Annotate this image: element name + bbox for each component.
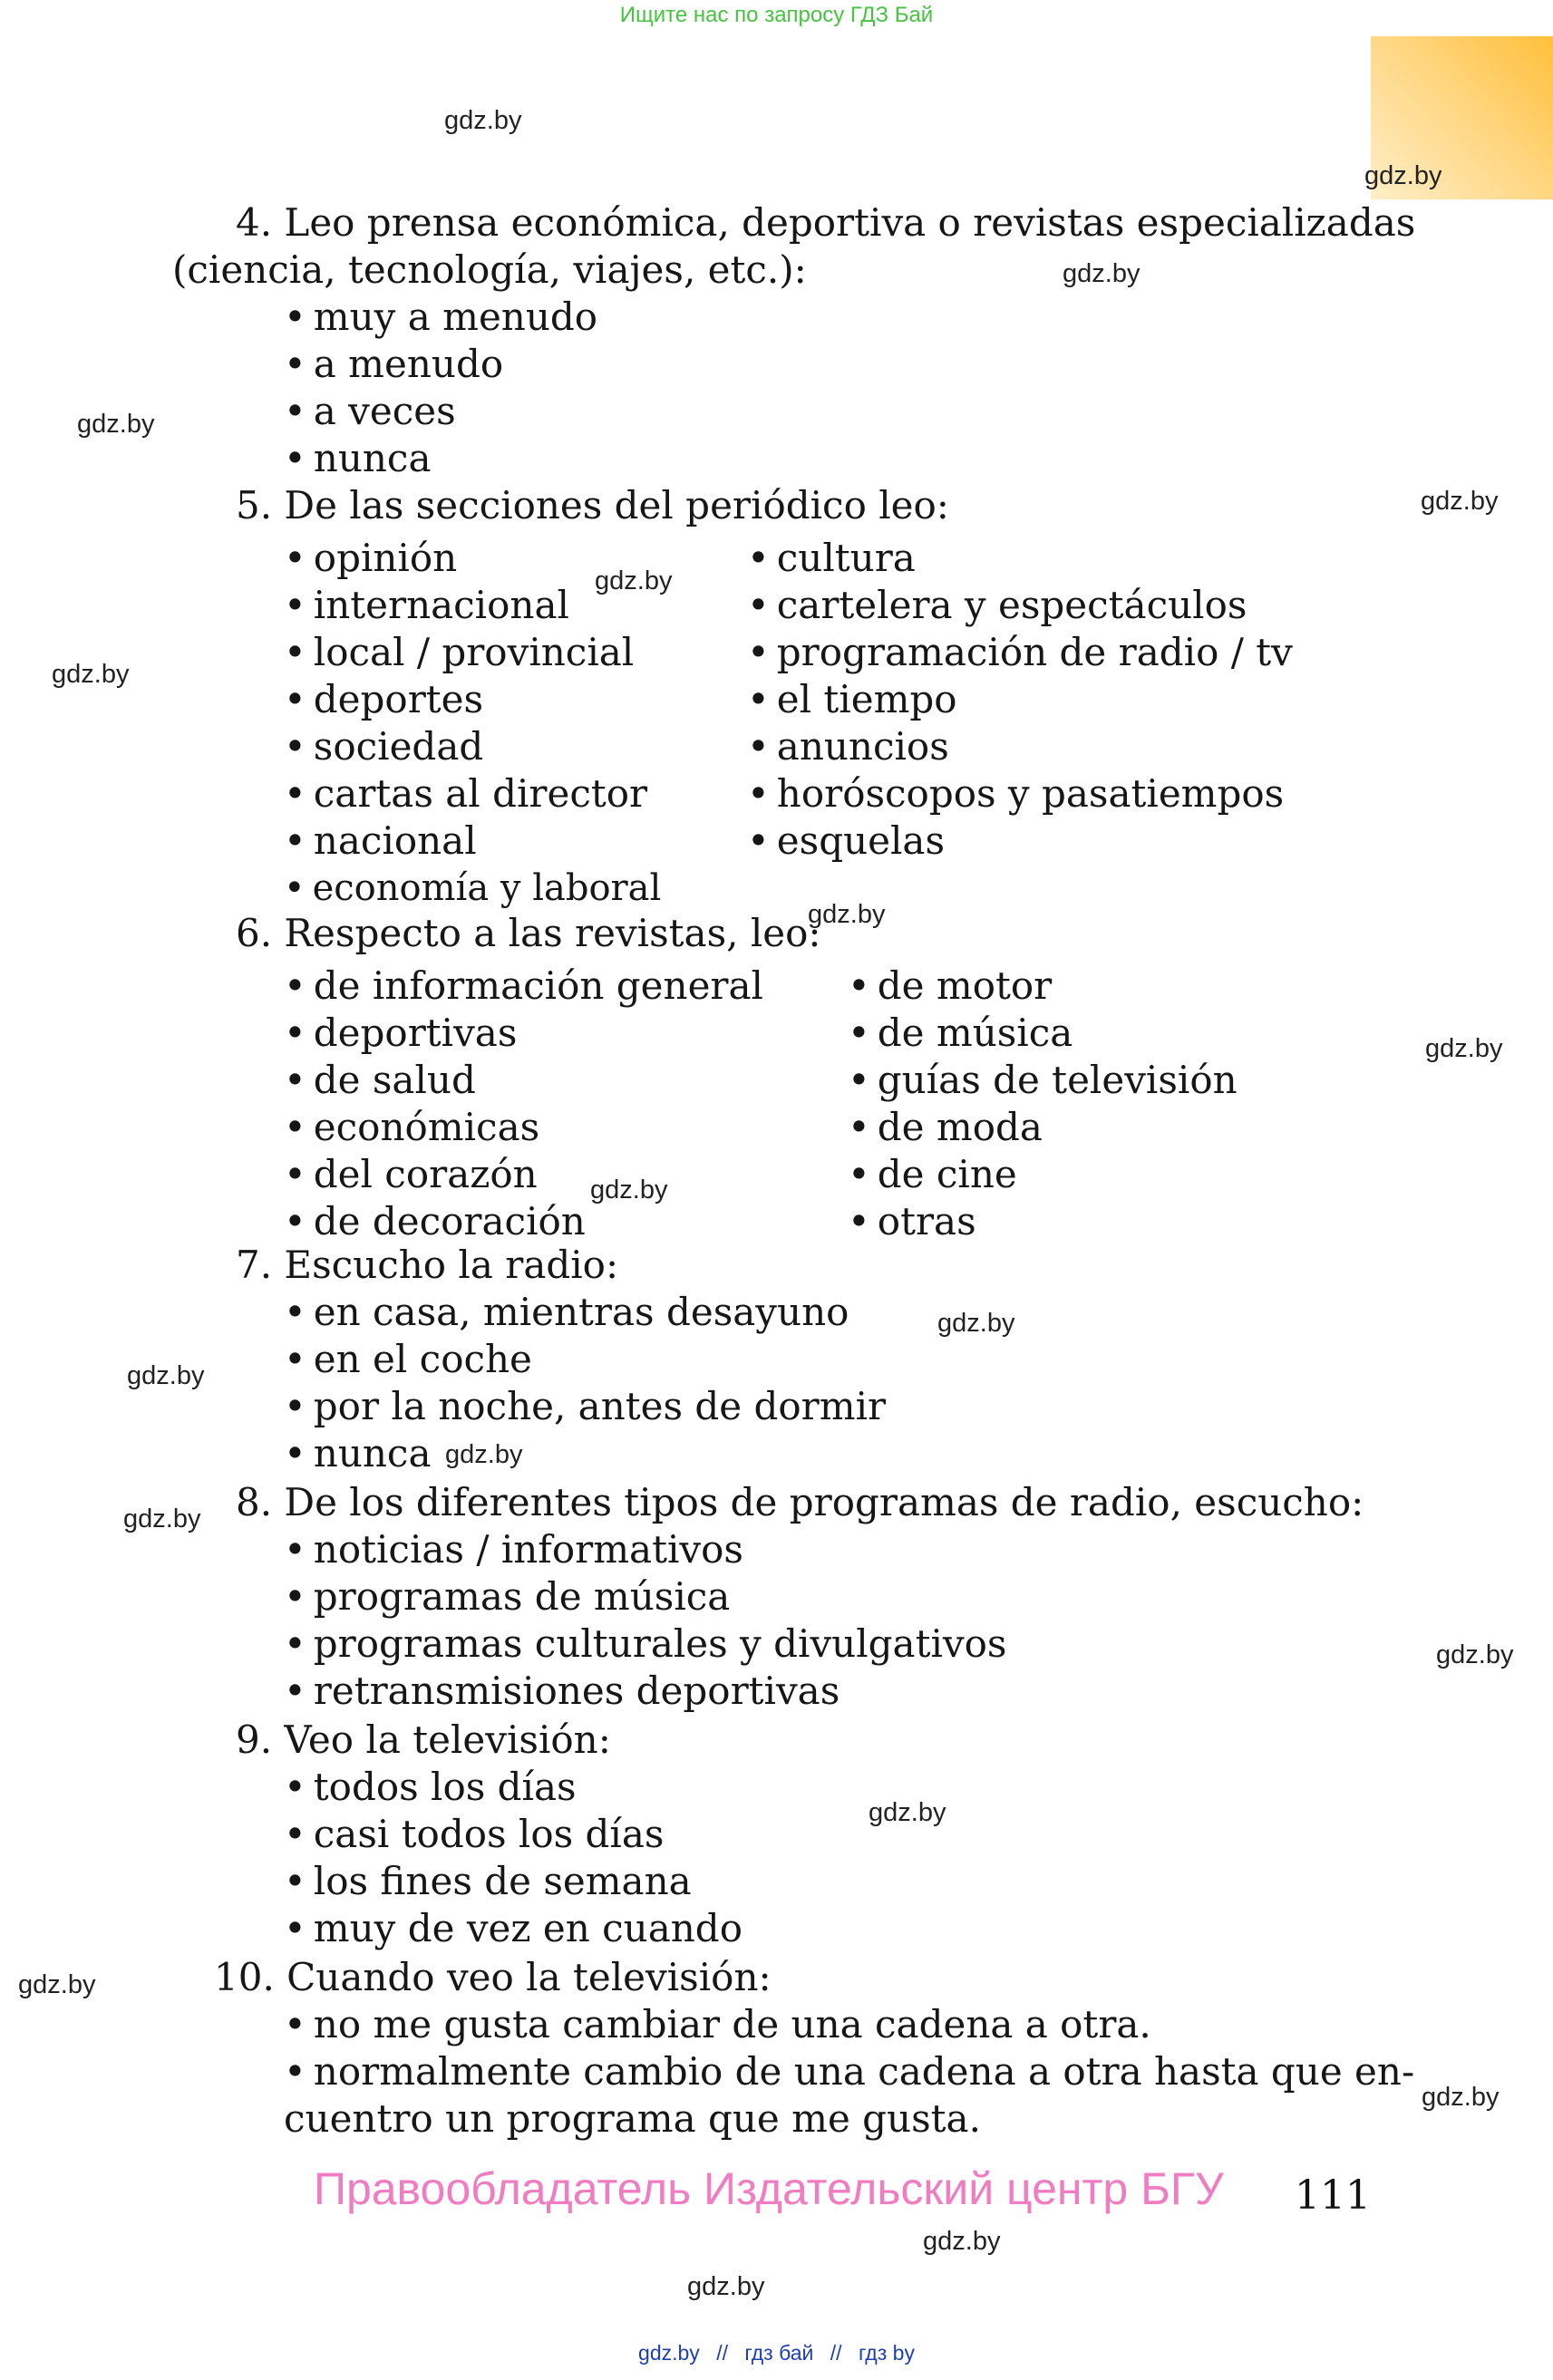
q7-title: 7. Escucho la radio: (236, 1243, 619, 1287)
watermark: gdz.by (444, 106, 522, 135)
q6-option: • de motor (848, 963, 1052, 1010)
q10-option: • normalmente cambio de una cadena a otra hasta que en- (284, 2048, 1414, 2095)
q6-title: 6. Respecto a las revistas, leo: (236, 911, 821, 955)
q4-option: • a menudo (284, 341, 503, 388)
q6-option: • del corazón (284, 1151, 538, 1198)
q8-option: • programas de música (284, 1573, 730, 1621)
q6-option: • otras (848, 1198, 976, 1245)
q9-option: • todos los días (284, 1764, 577, 1811)
link-gdz-by[interactable]: gdz.by (638, 2341, 700, 2365)
q10-option-continuation: cuentro un programa que me gusta. (284, 2096, 981, 2141)
q6-option: • económicas (284, 1104, 539, 1151)
q7-option: • nunca (284, 1430, 432, 1477)
copyright-notice: Правообладатель Издательский центр БГУ (314, 2163, 1224, 2214)
q5-option: • cartas al director (284, 770, 647, 818)
watermark: gdz.by (1425, 1034, 1503, 1063)
watermark: gdz.by (77, 410, 155, 439)
q5-option: • cultura (747, 535, 916, 582)
watermark: gdz.by (1364, 161, 1442, 190)
q8-option: • programas culturales y divulgativos (284, 1621, 1006, 1668)
q6-option: • de salud (284, 1057, 476, 1104)
watermark: gdz.by (595, 566, 673, 595)
q5-option: • programación de radio / tv (747, 629, 1293, 676)
link-separator: // (716, 2341, 728, 2365)
watermark: gdz.by (808, 900, 886, 929)
watermark: gdz.by (1422, 2083, 1500, 2112)
watermark: gdz.by (445, 1440, 523, 1469)
watermark: gdz.by (1436, 1640, 1514, 1669)
link-gdz-bai[interactable]: гдз бай (744, 2341, 814, 2365)
q5-option: • economía y laboral (284, 865, 661, 912)
q8-option: • noticias / informativos (284, 1526, 743, 1573)
q5-option: • el tiempo (747, 676, 957, 723)
q4-title-line1: 4. Leo prensa económica, deportiva o revistas especializadas (236, 200, 1416, 245)
q6-option: • de decoración (284, 1198, 586, 1245)
q9-title: 9. Veo la televisión: (236, 1717, 611, 1762)
watermark: gdz.by (123, 1504, 201, 1533)
top-banner[interactable]: Ищите нас по запросу ГДЗ Бай (619, 3, 934, 27)
q6-option: • de moda (848, 1104, 1043, 1151)
q5-option: • sociedad (284, 723, 483, 770)
link-gdz-by-cyr[interactable]: гдз by (858, 2341, 915, 2365)
watermark: gdz.by (1063, 259, 1140, 288)
q5-option: • anuncios (747, 723, 949, 770)
q6-option: • deportivas (284, 1010, 517, 1057)
q6-option: • de información general (284, 963, 763, 1010)
q10-option: • no me gusta cambiar de una cadena a otra. (284, 2001, 1151, 2048)
watermark: gdz.by (1421, 487, 1499, 516)
q6-option: • de música (848, 1010, 1073, 1057)
q4-option: • nunca (284, 435, 432, 482)
q7-option: • por la noche, antes de dormir (284, 1383, 886, 1430)
q4-option: • muy a menudo (284, 294, 597, 341)
q5-option: • esquelas (747, 818, 945, 865)
q10-title: 10. Cuando veo la televisión: (214, 1955, 772, 1999)
watermark: gdz.by (687, 2272, 765, 2301)
q8-option: • retransmisiones deportivas (284, 1668, 840, 1715)
q5-option: • deportes (284, 676, 483, 723)
watermark: gdz.by (923, 2227, 1001, 2256)
q5-option: • horóscopos y pasatiempos (747, 770, 1284, 818)
q7-option: • en casa, mientras desayuno (284, 1289, 849, 1336)
watermark: gdz.by (937, 1309, 1015, 1338)
watermark: gdz.by (869, 1798, 946, 1827)
watermark: gdz.by (18, 1970, 96, 1999)
q8-title: 8. De los diferentes tipos de programas de radio, escucho: (236, 1480, 1364, 1524)
link-separator: // (830, 2341, 842, 2365)
q4-title-line2: (ciencia, tecnología, viajes, etc.): (172, 247, 807, 292)
q5-option: • cartelera y espectáculos (747, 582, 1247, 629)
q6-option: • guías de televisión (848, 1057, 1238, 1104)
watermark: gdz.by (52, 660, 130, 689)
q5-option: • internacional (284, 582, 569, 629)
q7-option: • en el coche (284, 1336, 532, 1383)
q9-option: • los fines de semana (284, 1858, 692, 1905)
q4-option: • a veces (284, 388, 456, 435)
q5-option: • nacional (284, 818, 477, 865)
q5-option: • local / provincial (284, 629, 634, 676)
q6-option: • de cine (848, 1151, 1017, 1198)
watermark: gdz.by (590, 1175, 668, 1205)
q9-option: • casi todos los días (284, 1811, 664, 1858)
q5-title: 5. De las secciones del periódico leo: (236, 483, 949, 527)
page-number: 111 (1295, 2172, 1371, 2219)
watermark: gdz.by (127, 1361, 205, 1390)
bottom-links (0, 2341, 1553, 2365)
q9-option: • muy de vez en cuando (284, 1905, 743, 1952)
q5-option: • opinión (284, 535, 457, 582)
